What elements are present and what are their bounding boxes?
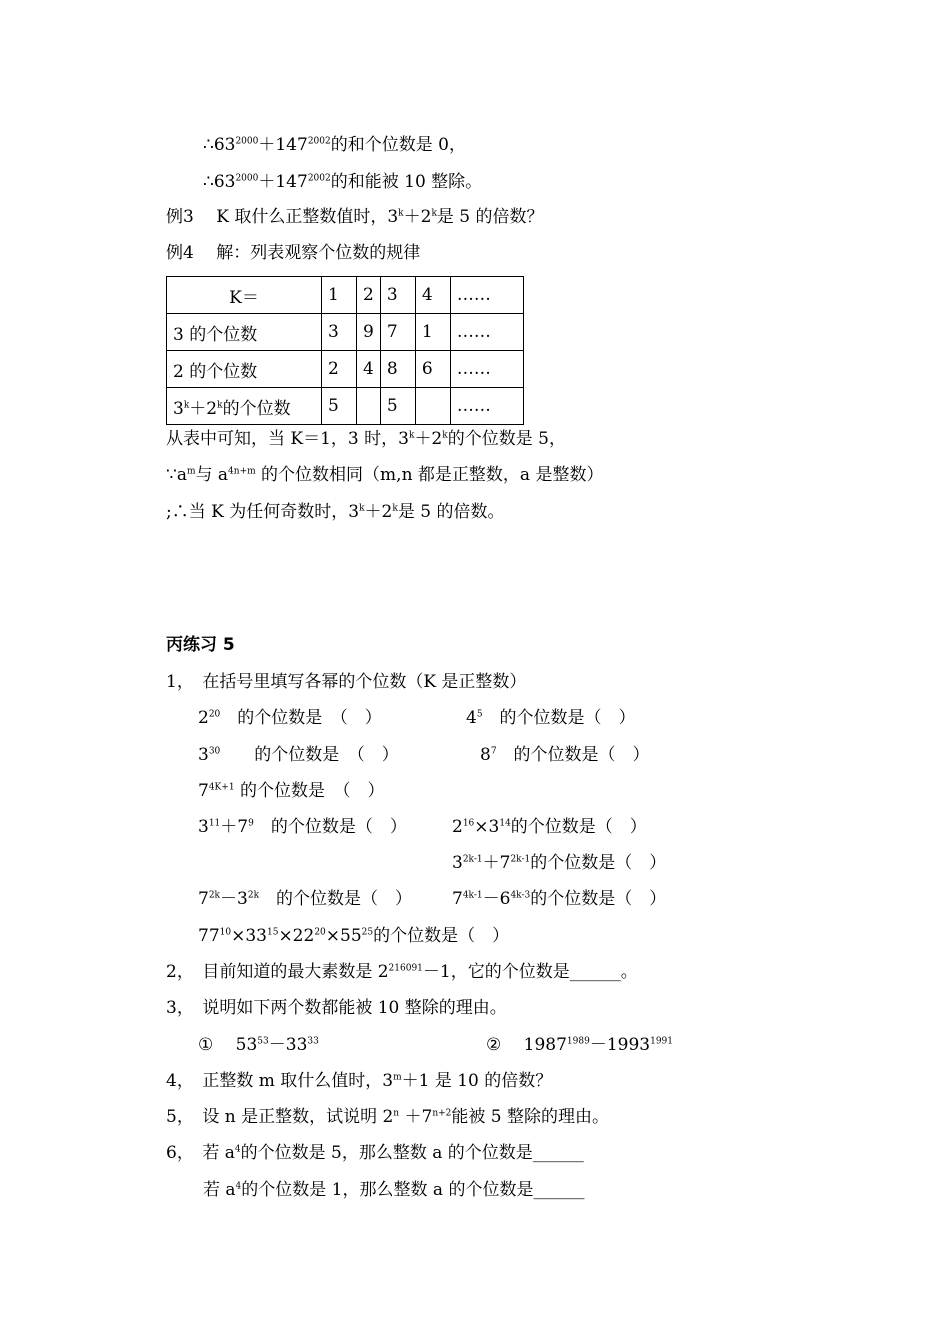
- table-cell: K＝: [167, 277, 322, 314]
- question-1: 1， 在括号里填写各幂的个位数（K 是正整数）: [166, 672, 527, 692]
- table-cell: ……: [450, 388, 523, 425]
- table-cell: 2: [357, 277, 381, 314]
- q1-item: $77^{10}\times 33^{15}\times 22^{20}\times 55^{25}$的个位数是（ ）: [198, 926, 510, 946]
- top-line-2: $\therefore 63^{2000}+147^{2002}$的和能被 10 整除。: [203, 172, 483, 192]
- top-line-1: $\therefore 63^{2000}+147^{2002}$的和个位数是 0，: [203, 135, 466, 155]
- table-cell: 9: [357, 314, 381, 351]
- question-6: 6， 若 $a^4$的个位数是 5，那么整数 a 的个位数是______: [166, 1143, 584, 1163]
- q1-item: $8^7$ 的个位数是（ ）: [480, 745, 650, 765]
- q1-item: $3^{11}+7^9$ 的个位数是（ ）: [198, 817, 407, 837]
- question-4: 4， 正整数 m 取什么值时，$3^m+1$ 是 10 的倍数？: [166, 1071, 553, 1091]
- table-row: [167, 388, 524, 425]
- q3-item: ① $53^{53}-33^{33}$: [198, 1035, 319, 1055]
- table-row: [167, 314, 524, 351]
- table-cell: 2: [322, 351, 357, 388]
- table-cell: 5: [322, 388, 357, 425]
- q1-item: $7^{2k}-3^{2k}$ 的个位数是（ ）: [198, 889, 413, 909]
- table-cell: ……: [450, 314, 523, 351]
- table-cell: 4: [357, 351, 381, 388]
- table-cell: 2 的个位数: [167, 351, 322, 388]
- table-cell: 7: [380, 314, 415, 351]
- question-2: 2， 目前知道的最大素数是 $2^{216091}-1$，它的个位数是______。: [166, 962, 638, 982]
- after-line-2: $\because a^m$与 $a^{4n+m}$ 的个位数相同（m,n 都是正整数，a 是整数）: [166, 465, 604, 485]
- q1-item: $3^{30}$ 的个位数是 （ ）: [198, 745, 399, 765]
- example-4: 例4 解：列表观察个位数的规律: [166, 243, 421, 263]
- question-3: 3， 说明如下两个数都能被 10 整除的理由。: [166, 998, 507, 1018]
- table-cell: 6: [415, 351, 450, 388]
- table-cell: ……: [450, 277, 523, 314]
- q1-item: $3^{2k-1}+7^{2k-1}$的个位数是（ ）: [452, 853, 667, 873]
- q1-item: $7^{4K+1}$ 的个位数是 （ ）: [198, 781, 385, 801]
- table-cell: 1: [415, 314, 450, 351]
- table-cell: 8: [380, 351, 415, 388]
- table-cell: 3: [322, 314, 357, 351]
- table-cell: 1: [322, 277, 357, 314]
- table-cell: 4: [415, 277, 450, 314]
- question-5: 5， 设 n 是正整数，试说明 $2^n +7^{n+2}$能被 5 整除的理由。: [166, 1107, 610, 1127]
- table-cell: $3^k+2^k$的个位数: [167, 388, 322, 425]
- q1-item: $2^{20}$ 的个位数是 （ ）: [198, 708, 382, 728]
- table-cell: 3 的个位数: [167, 314, 322, 351]
- table-cell: 5: [380, 388, 415, 425]
- example-3: 例3 K 取什么正整数值时，$3^k+2^k$是 5 的倍数？: [166, 207, 544, 227]
- table-cell: [357, 388, 381, 425]
- question-6-b: 若 $a^4$的个位数是 1，那么整数 a 的个位数是______: [203, 1180, 585, 1200]
- table-cell: 3: [380, 277, 415, 314]
- after-line-3: ;∴当 K 为任何奇数时，$3^k+2^k$是 5 的倍数。: [166, 502, 505, 522]
- digit-table: [166, 276, 524, 425]
- q1-item: $2^{16}\times 3^{14}$的个位数是（ ）: [452, 817, 647, 837]
- q1-item: $4^5$ 的个位数是（ ）: [466, 708, 636, 728]
- q1-item: $7^{4k-1}-6^{4k-3}$的个位数是（ ）: [452, 889, 667, 909]
- table-cell: ……: [450, 351, 523, 388]
- table-row: [167, 351, 524, 388]
- table-row: [167, 277, 524, 314]
- after-line-1: 从表中可知，当 K＝1，3 时，$3^k+2^k$的个位数是 5，: [166, 429, 566, 449]
- table-cell: [415, 388, 450, 425]
- practice-title: 丙练习 5: [166, 635, 235, 655]
- q3-item: ② $1987^{1989}-1993^{1991}$: [486, 1035, 673, 1055]
